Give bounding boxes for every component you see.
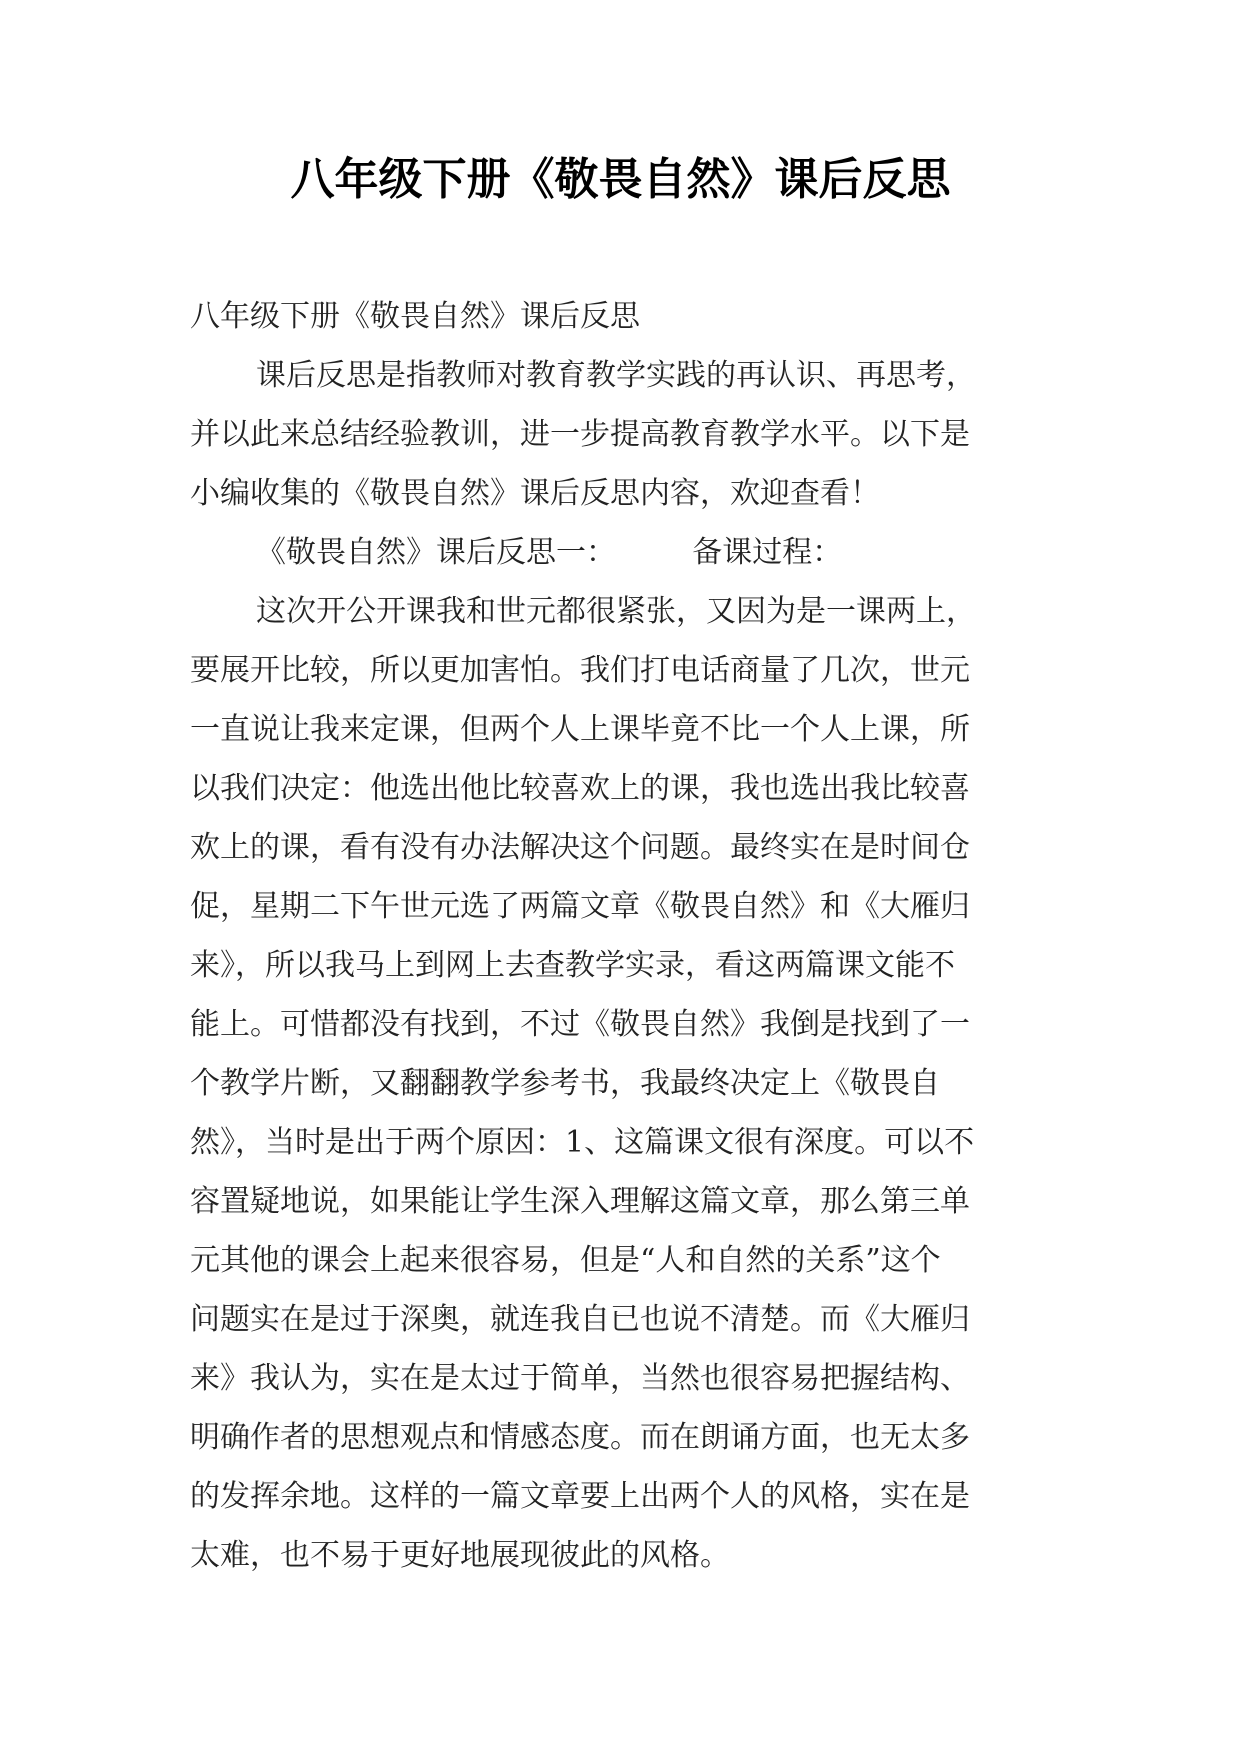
body-line: 要展开比较，所以更加害怕。我们打电话商量了几次，世元 bbox=[190, 653, 970, 688]
body-line: 这次开公开课我和世元都很紧张，又因为是一课两上， bbox=[256, 594, 976, 629]
body-line: 一直说让我来定课，但两个人上课毕竟不比一个人上课，所 bbox=[190, 712, 970, 747]
body-line: 来》，所以我马上到网上去查教学实录，看这两篇课文能不 bbox=[190, 948, 955, 983]
body-line: 太难，也不易于更好地展现彼此的风格。 bbox=[190, 1538, 730, 1573]
body-line: 来》我认为，实在是太过于简单，当然也很容易把握结构、 bbox=[190, 1361, 970, 1396]
section-heading-line: 《敬畏自然》课后反思一： 备课过程： bbox=[256, 535, 843, 570]
body-line: 然》，当时是出于两个原因：1、这篇课文很有深度。可以不 bbox=[190, 1125, 975, 1160]
body-line: 课后反思是指教师对教育教学实践的再认识、再思考， bbox=[256, 358, 976, 393]
body-line: 能上。可惜都没有找到，不过《敬畏自然》我倒是找到了一 bbox=[190, 1007, 970, 1042]
document-body bbox=[190, 287, 1070, 1585]
body-line: 问题实在是过于深奥，就连我自已也说不清楚。而《大雁归 bbox=[190, 1302, 970, 1337]
body-line: 欢上的课，看有没有办法解决这个问题。最终实在是时间仓 bbox=[190, 830, 970, 865]
document-title: 八年级下册《敬畏自然》课后反思 bbox=[290, 154, 951, 205]
body-line-subtitle: 八年级下册《敬畏自然》课后反思 bbox=[190, 299, 640, 334]
body-line: 个教学片断，又翻翻教学参考书，我最终决定上《敬畏自 bbox=[190, 1066, 940, 1101]
body-line: 并以此来总结经验教训，进一步提高教育教学水平。以下是 bbox=[190, 417, 970, 452]
body-line: 以我们决定：他选出他比较喜欢上的课，我也选出我比较喜 bbox=[190, 771, 970, 806]
body-line: 的发挥余地。这样的一篇文章要上出两个人的风格，实在是 bbox=[190, 1479, 970, 1514]
body-line: 容置疑地说，如果能让学生深入理解这篇文章，那么第三单 bbox=[190, 1184, 970, 1219]
body-line: 小编收集的《敬畏自然》课后反思内容，欢迎查看！ bbox=[190, 476, 880, 511]
body-line: 促，星期二下午世元选了两篇文章《敬畏自然》和《大雁归 bbox=[190, 889, 970, 924]
body-line: 元其他的课会上起来很容易，但是“人和自然的关系”这个 bbox=[190, 1243, 941, 1278]
body-line: 明确作者的思想观点和情感态度。而在朗诵方面，也无太多 bbox=[190, 1420, 970, 1455]
